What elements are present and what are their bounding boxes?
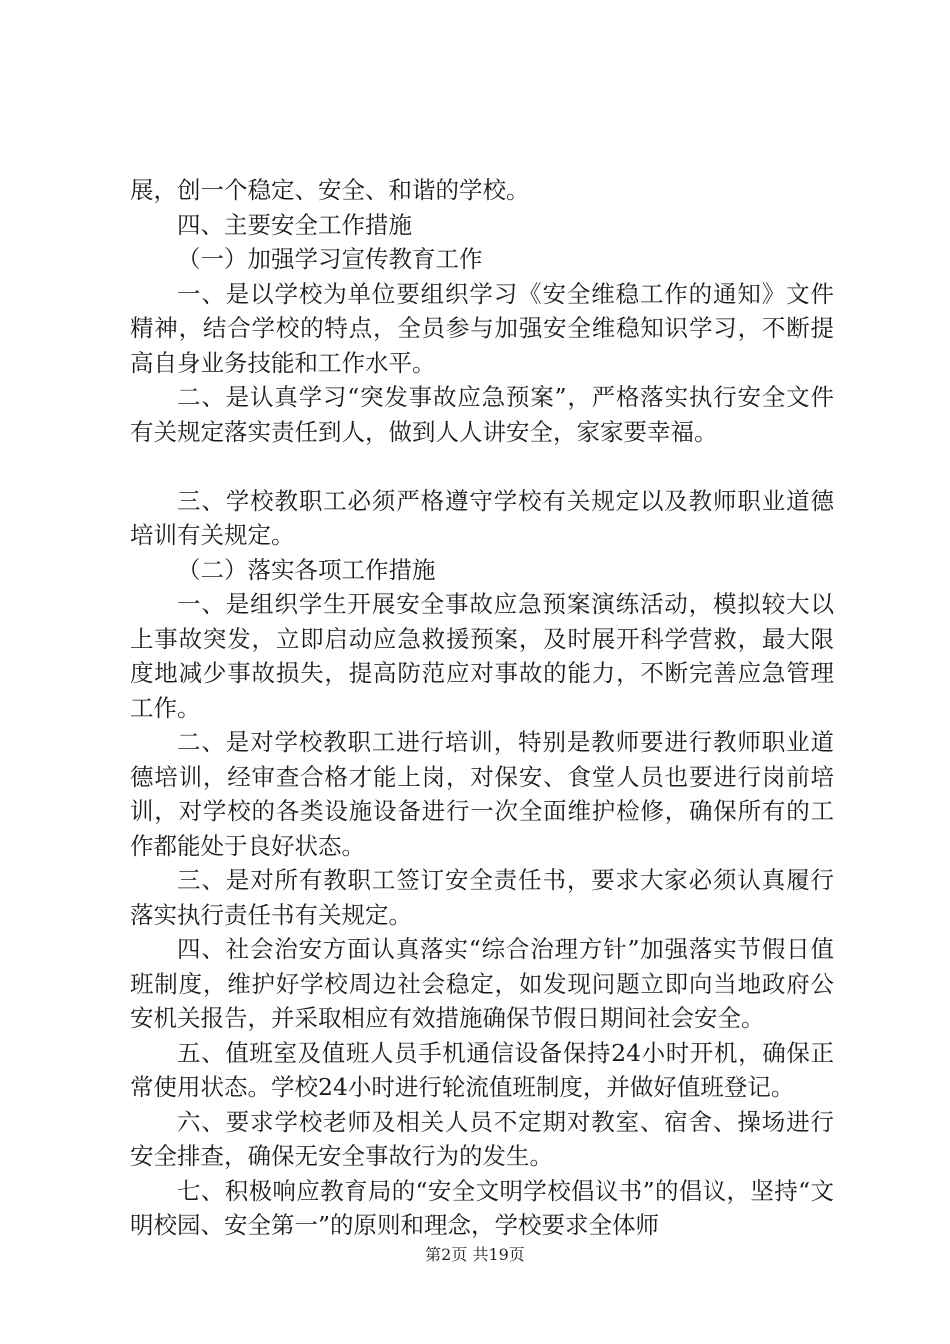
paragraph-item: 七、积极响应教育局的“安全文明学校倡议书”的倡议，坚持“文明校园、安全第一”的原则和理念，学校要求全体师	[130, 1176, 834, 1239]
paragraph-item: 二、是认真学习“突发事故应急预案”，严格落实执行安全文件有关规定落实责任到人，做到人人讲安全，家家要幸福。	[130, 383, 834, 446]
paragraph-item: 二、是对学校教职工进行培训，特别是教师要进行教师职业道德培训，经审查合格才能上岗，对保安、食堂人员也要进行岗前培训，对学校的各类设施设备进行一次全面维护检修，确保所有的工作都能处于良好状态。	[130, 728, 834, 860]
paragraph-item: 四、社会治安方面认真落实“综合治理方针”加强落实节假日值班制度，维护好学校周边社会稳定，如发现问题立即向当地政府公安机关报告，并采取相应有效措施确保节假日期间社会安全。	[130, 935, 834, 1032]
page-number-footer: 第2页 共19页	[425, 1245, 525, 1264]
subsection-heading-implementation: （二）落实各项工作措施	[177, 555, 436, 584]
document-body	[130, 173, 834, 1243]
paragraph-item: 一、是组织学生开展安全事故应急预案演练活动，模拟较大以上事故突发，立即启动应急救援预案，及时展开科学营救，最大限度地减少事故损失，提高防范应对事故的能力，不断完善应急管理工作。	[130, 590, 834, 722]
paragraph-item: 三、是对所有教职工签订安全责任书，要求大家必须认真履行落实执行责任书有关规定。	[130, 866, 834, 929]
subsection-heading-education: （一）加强学习宣传教育工作	[177, 245, 483, 273]
paragraph-item: 六、要求学校老师及相关人员不定期对教室、宿舍、操场进行安全排查，确保无安全事故行为的发生。	[130, 1107, 834, 1170]
paragraph-continuation: 展，创一个稳定、安全、和谐的学校。	[130, 176, 530, 204]
paragraph-item: 一、是以学校为单位要组织学习《安全维稳工作的通知》文件精神，结合学校的特点，全员参与加强安全维稳知识学习，不断提高自身业务技能和工作水平。	[130, 279, 834, 377]
section-heading-measures: 四、主要安全工作措施	[177, 210, 412, 239]
paragraph-item: 五、值班室及值班人员手机通信设备保持24小时开机，确保正常使用状态。学校24小时进行轮流值班制度，并做好值班登记。	[130, 1038, 834, 1101]
paragraph-item: 三、学校教职工必须严格遵守学校有关规定以及教师职业道德培训有关规定。	[130, 486, 834, 549]
